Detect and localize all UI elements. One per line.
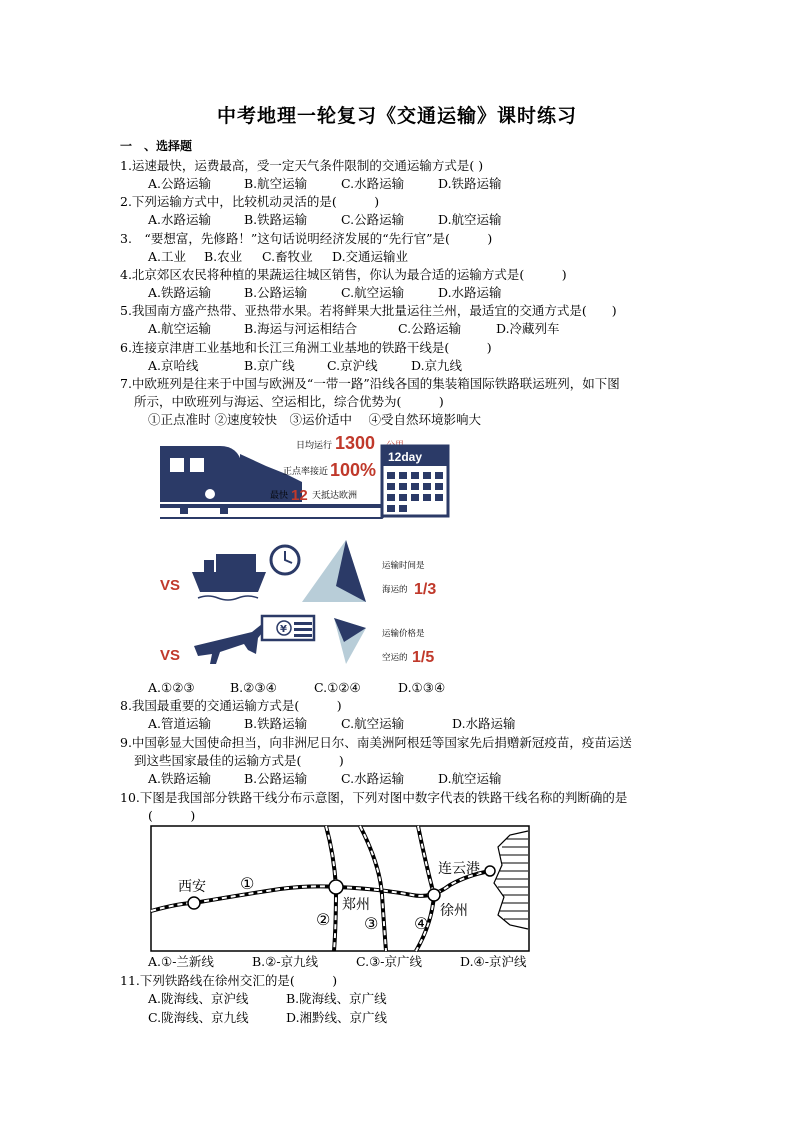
option-d[interactable]: D.①③④ — [398, 680, 446, 695]
option-a[interactable]: A.陇海线、京沪线 — [148, 991, 249, 1006]
railway-map — [150, 825, 530, 952]
calendar-label: 12day — [388, 450, 423, 464]
question-10-stem-cont: ( ) — [148, 808, 196, 823]
option-c[interactable]: C.水路运输 — [341, 176, 405, 191]
china-europe-railway-infographic — [160, 432, 452, 672]
option-c[interactable]: C.水路运输 — [341, 771, 405, 786]
option-d[interactable]: D.水路运输 — [452, 716, 516, 731]
option-a[interactable]: A.铁路运输 — [148, 771, 212, 786]
label-xian: 西安 — [178, 879, 206, 895]
question-7-choices: ①正点准时 ②速度较快 ③运价适中 ④受自然环境影响大 — [148, 412, 481, 427]
sea-value: 1/3 — [414, 581, 437, 598]
option-b[interactable]: B.②-京九线 — [252, 954, 319, 969]
question-5-options — [148, 321, 560, 337]
option-b[interactable]: B.公路运输 — [244, 771, 308, 786]
label-number-1: ① — [240, 874, 255, 893]
option-b[interactable]: B.海运与河运相结合 — [244, 321, 358, 336]
sea-comparison — [160, 540, 436, 602]
daily-value: 1300 — [335, 433, 376, 453]
question-8-stem: 8.我国最重要的交通运输方式是( ) — [120, 698, 342, 713]
question-3-options — [148, 249, 408, 265]
option-c[interactable]: C.公路运输 — [398, 321, 462, 336]
option-d[interactable]: D.航空运输 — [438, 771, 502, 786]
air-comparison — [160, 616, 434, 666]
option-d[interactable]: D.④-京沪线 — [460, 954, 527, 969]
option-b[interactable]: B.铁路运输 — [244, 212, 308, 227]
label-number-3: ③ — [364, 914, 379, 933]
station-zhengzhou — [329, 880, 343, 894]
option-c[interactable]: C.航空运输 — [341, 285, 405, 300]
option-d[interactable]: D.水路运输 — [438, 285, 502, 300]
option-b[interactable]: B.公路运输 — [244, 285, 308, 300]
question-3-stem: 3. “要想富，先修路！”这句话说明经济发展的“先行官”是( ) — [120, 231, 493, 246]
question-9-stem: 9.中国彰显大国使命担当，向非洲尼日尔、南美洲阿根廷等国家先后捐赠新冠疫苗，疫苗运送 — [120, 735, 632, 750]
option-c[interactable]: C.畜牧业 — [262, 249, 313, 264]
ontime-prefix: 正点率接近 — [282, 466, 328, 476]
option-a[interactable]: A.航空运输 — [148, 321, 212, 336]
option-a[interactable]: A.水路运输 — [148, 212, 212, 227]
question-10-stem: 10.下图是我国部分铁路干线分布示意图，下列对图中数字代表的铁路干线名称的判断确的是 — [120, 790, 628, 805]
daily-prefix: 日均运行 — [295, 440, 332, 450]
option-c[interactable]: C.①②④ — [314, 680, 361, 695]
question-9-options — [148, 771, 502, 787]
option-b[interactable]: B.京广线 — [244, 358, 295, 373]
question-8-options — [148, 716, 516, 732]
question-5-stem: 5.我国南方盛产热带、亚热带水果。若将鲜果大批量运往兰州，最适宜的交通方式是( ) — [120, 303, 617, 318]
label-number-2: ② — [316, 910, 331, 929]
option-c[interactable]: C.陇海线、京九线 — [148, 1010, 249, 1025]
option-b[interactable]: B.铁路运输 — [244, 716, 308, 731]
question-1-stem: 1.运速最快，运费最高，受一定天气条件限制的交通运输方式是( ) — [120, 158, 484, 173]
option-a[interactable]: A.铁路运输 — [148, 285, 212, 300]
vs-label: VS — [160, 647, 181, 664]
air-value: 1/5 — [412, 649, 435, 666]
label-lianyungang: 连云港 — [438, 861, 480, 877]
question-6-options — [148, 358, 462, 374]
option-b[interactable]: B.航空运输 — [244, 176, 308, 191]
sea-line2: 海运的 — [382, 584, 408, 594]
fastest-suffix: 天抵达欧洲 — [312, 490, 358, 500]
question-11-stem: 11.下列铁路线在徐州交汇的是( ) — [120, 973, 338, 988]
question-4-stem: 4.北京郊区农民将种植的果蔬运往城区销售，你认为最合适的运输方式是( ) — [120, 267, 567, 282]
option-b[interactable]: B.②③④ — [230, 680, 277, 695]
station-lianyungang — [485, 866, 495, 876]
option-c[interactable]: C.京沪线 — [327, 358, 378, 373]
option-d[interactable]: D.航空运输 — [438, 212, 502, 227]
question-11-options-row1 — [148, 991, 387, 1007]
question-9-stem-cont: 到这些国家最佳的运输方式是( ) — [134, 753, 344, 768]
question-4-options — [148, 285, 502, 301]
question-10-options — [148, 954, 526, 970]
option-b[interactable]: B.农业 — [204, 249, 243, 264]
option-b[interactable]: B.陇海线、京广线 — [286, 991, 387, 1006]
option-d[interactable]: D.湘黔线、京广线 — [286, 1010, 388, 1025]
ship-icon — [192, 572, 266, 592]
question-1-options — [148, 176, 502, 192]
sea-line1: 运输时间是 — [382, 560, 425, 570]
option-d[interactable]: D.京九线 — [411, 358, 463, 373]
calendar-icon — [382, 446, 448, 516]
question-7-options — [148, 680, 445, 696]
label-zhengzhou: 郑州 — [342, 897, 370, 913]
option-c[interactable]: C.航空运输 — [341, 716, 405, 731]
fastest-prefix: 最快 — [269, 490, 288, 500]
option-a[interactable]: A.管道运输 — [148, 716, 212, 731]
question-7-stem: 7.中欧班列是往来于中国与欧洲及“一带一路”沿线各国的集装箱国际铁路联运班列，如下图 — [120, 376, 620, 391]
question-2-options — [148, 212, 502, 228]
question-6-stem: 6.连接京津唐工业基地和长江三角洲工业基地的铁路干线是( ) — [120, 340, 492, 355]
station-xuzhou — [428, 889, 440, 901]
question-11-options-row2 — [148, 1010, 387, 1026]
option-d[interactable]: D.铁路运输 — [438, 176, 502, 191]
option-a[interactable]: A.京哈线 — [148, 358, 199, 373]
fastest-value: 12 — [291, 487, 308, 504]
label-xuzhou: 徐州 — [440, 903, 468, 919]
page-title: 中考地理一轮复习《交通运输》课时练习 — [216, 105, 577, 127]
option-a[interactable]: A.①②③ — [148, 680, 195, 695]
air-line1: 运输价格是 — [382, 628, 425, 638]
question-7-stem-cont: 所示，中欧班列与海运、空运相比，综合优势为( ) — [134, 394, 444, 409]
option-a[interactable]: A.工业 — [148, 249, 187, 264]
option-c[interactable]: C.公路运输 — [341, 212, 405, 227]
train-panel — [160, 433, 404, 518]
option-d[interactable]: D.交通运输业 — [332, 249, 409, 264]
air-line2: 空运的 — [382, 652, 408, 662]
ontime-value: 100% — [330, 460, 377, 480]
section-heading: 一 、选择题 — [120, 139, 193, 153]
airplane-icon — [194, 624, 266, 664]
question-2-stem: 2.下列运输方式中，比较机动灵活的是( ) — [120, 194, 380, 209]
option-a[interactable]: A.①-兰新线 — [148, 954, 214, 969]
option-a[interactable]: A.公路运输 — [148, 176, 212, 191]
option-d[interactable]: D.冷藏列车 — [496, 321, 560, 336]
train-icon — [160, 446, 242, 502]
svg-text:¥: ¥ — [280, 624, 287, 635]
option-c[interactable]: C.③-京广线 — [356, 954, 423, 969]
vs-label: VS — [160, 577, 181, 594]
label-number-4: ④ — [414, 914, 429, 933]
station-xian — [188, 897, 200, 909]
